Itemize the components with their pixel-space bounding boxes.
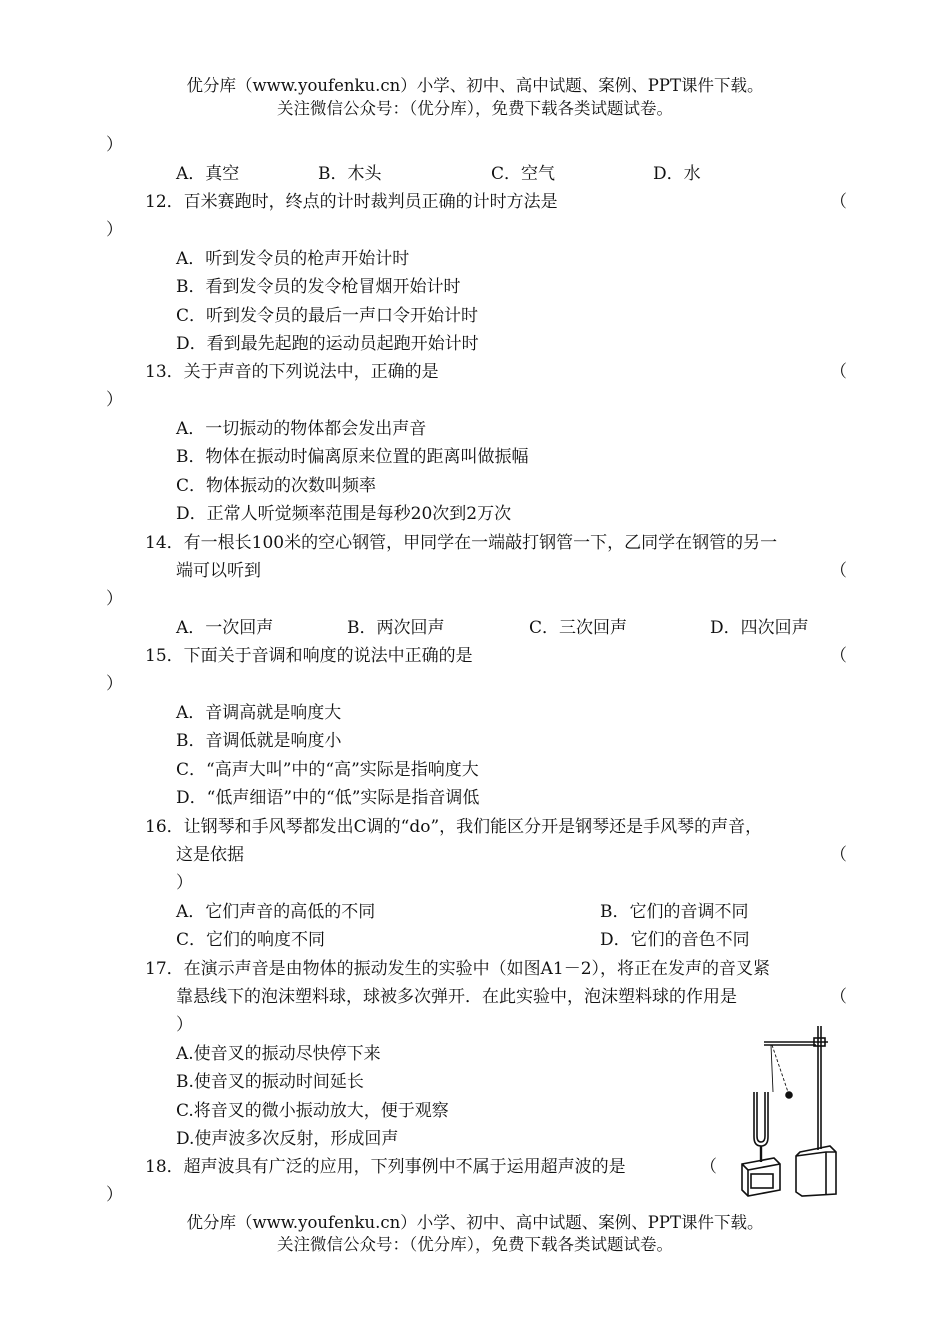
q11-option-a: A．真空 — [176, 164, 240, 184]
q11-option-c: C．空气 — [491, 164, 556, 184]
q17-option-c: C.将音叉的微小振动放大，便于观察 — [176, 1101, 449, 1121]
q12-option-d: D．看到最先起跑的运动员起跑开始计时 — [176, 334, 479, 354]
q15-option-b: B．音调低就是响度小 — [176, 731, 342, 751]
q17-option-b: B.使音叉的振动时间延长 — [176, 1072, 364, 1092]
q15-close-paren: ） — [106, 674, 123, 694]
q12-stem: 12．百米赛跑时，终点的计时裁判员正确的计时方法是 — [145, 192, 558, 212]
q14-option-b: B．两次回声 — [347, 618, 445, 638]
q13-option-d: D．正常人听觉频率范围是每秒20次到2万次 — [176, 504, 512, 524]
q15-option-a: A．音调高就是响度大 — [176, 703, 342, 723]
q16-option-b: B．它们的音调不同 — [600, 902, 749, 922]
q14-close-paren: ） — [106, 589, 123, 609]
q18-open-paren: （ — [700, 1157, 717, 1177]
q13-option-c: C．物体振动的次数叫频率 — [176, 476, 377, 496]
q15-open-paren: （ — [830, 646, 847, 666]
q15-option-d: D．“低声细语”中的“低”实际是指音调低 — [176, 788, 480, 808]
q12-option-b: B．看到发令员的发令枪冒烟开始计时 — [176, 277, 461, 297]
q12-open-paren: （ — [830, 192, 847, 212]
q16-stem-line-2: 这是依据 — [176, 845, 244, 865]
q14-stem-line-2: 端可以听到 — [176, 561, 261, 581]
q16-stem-line-1: 16．让钢琴和手风琴都发出C调的“do”，我们能区分开是钢琴还是手风琴的声音， — [145, 817, 763, 837]
q17-stem-line-2: 靠悬线下的泡沫塑料球，球被多次弹开．在此实验中，泡沫塑料球的作用是 — [176, 987, 737, 1007]
q13-open-paren: （ — [830, 362, 847, 382]
q13-option-b: B．物体在振动时偏离原来位置的距离叫做振幅 — [176, 447, 529, 467]
q12-option-c: C．听到发令员的最后一声口令开始计时 — [176, 306, 479, 326]
tuning-fork — [754, 1092, 768, 1146]
header-line-1: 优分库（www.youfenku.cn）小学、初中、高中试题、案例、PPT课件下载。 — [186, 76, 764, 95]
q15-option-c: C．“高声大叫”中的“高”实际是指响度大 — [176, 760, 479, 780]
q14-option-a: A．一次回声 — [176, 618, 274, 638]
tuning-fork-apparatus-figure — [738, 1022, 858, 1202]
q16-open-paren: （ — [830, 845, 847, 865]
q14-stem-line-1: 14．有一根长100米的空心钢管，甲同学在一端敲打钢管一下，乙同学在钢管的另一 — [145, 533, 778, 553]
q18-stem: 18．超声波具有广泛的应用，下列事例中不属于运用超声波的是 — [145, 1157, 626, 1177]
q17-open-paren: （ — [830, 987, 847, 1007]
header-line-2: 关注微信公众号：（优分库），免费下载各类试题试卷。 — [277, 99, 673, 118]
footer-line-1: 优分库（www.youfenku.cn）小学、初中、高中试题、案例、PPT课件下载。 — [186, 1213, 764, 1232]
foam-ball — [786, 1092, 792, 1098]
q14-open-paren: （ — [830, 561, 847, 581]
footer-line-2: 关注微信公众号：（优分库），免费下载各类试题试卷。 — [277, 1235, 673, 1254]
q17-close-paren: ） — [176, 1015, 193, 1035]
suspension-thread — [772, 1045, 788, 1092]
q17-option-d: D.使声波多次反射，形成回声 — [176, 1129, 399, 1149]
q16-option-d: D．它们的音色不同 — [600, 930, 750, 950]
q12-option-a: A．听到发令员的枪声开始计时 — [176, 249, 410, 269]
q15-stem: 15．下面关于音调和响度的说法中正确的是 — [145, 646, 473, 666]
q16-close-paren: ） — [176, 873, 193, 893]
q18-close-paren: ） — [106, 1185, 123, 1205]
q14-option-c: C．三次回声 — [529, 618, 628, 638]
q11-close-paren: ） — [106, 135, 123, 155]
q11-option-d: D．水 — [653, 164, 701, 184]
q13-option-a: A．一切振动的物体都会发出声音 — [176, 419, 427, 439]
q16-option-c: C．它们的响度不同 — [176, 930, 326, 950]
q12-close-paren: ） — [106, 220, 123, 240]
q13-stem: 13．关于声音的下列说法中，正确的是 — [145, 362, 439, 382]
q14-option-d: D．四次回声 — [710, 618, 809, 638]
q17-option-a: A.使音叉的振动尽快停下来 — [176, 1044, 381, 1064]
q11-option-b: B．木头 — [318, 164, 382, 184]
q16-option-a: A．它们声音的高低的不同 — [176, 902, 376, 922]
q17-stem-line-1: 17．在演示声音是由物体的振动发生的实验中（如图A1－2），将正在发声的音叉紧 — [145, 959, 771, 979]
q13-close-paren: ） — [106, 390, 123, 410]
